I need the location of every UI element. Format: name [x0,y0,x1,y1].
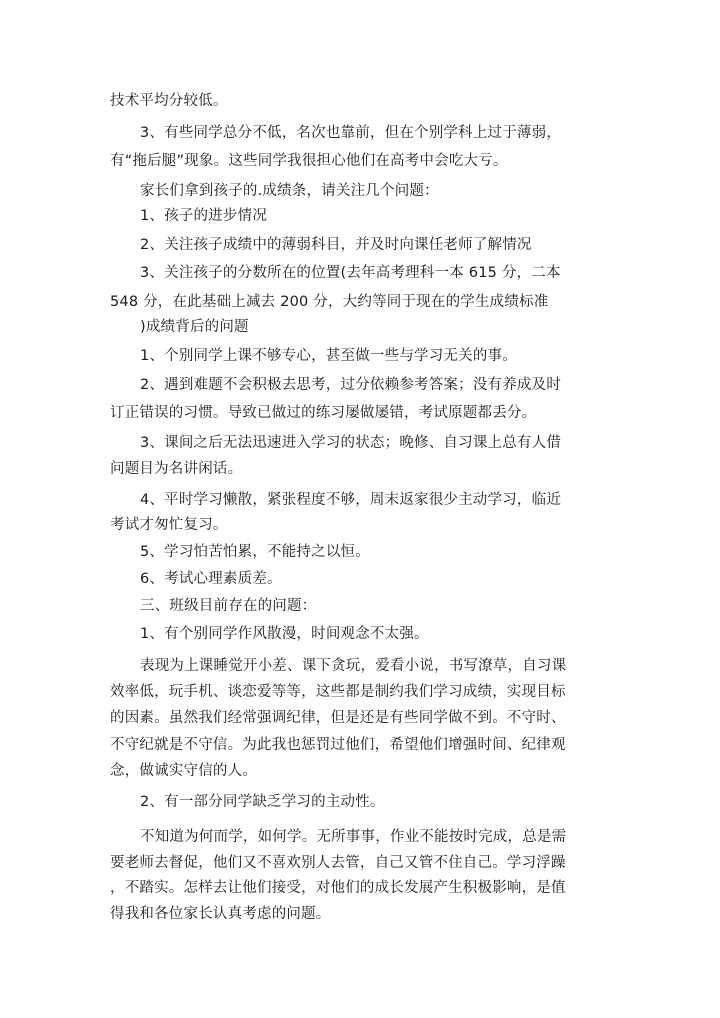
text-line: 3、课间之后无法迅速进入学习的状态；晚修、自习课上总有人借 [140,435,562,451]
text-line: 4、平时学习懒散，紧张程度不够，周末返家很少主动学习，临近 [140,492,562,508]
text-line: 要老师去督促，他们又不喜欢别人去管，自己又管不住自己。学习浮躁 [110,855,566,871]
text-line: 3、有些同学总分不低，名次也靠前，但在个别学科上过于薄弱， [140,125,562,141]
text-line: 1、有个别同学作风散漫，时间观念不太强。 [140,626,429,642]
text-line: 订正错误的习惯。导致已做过的练习屡做屡错，考试原题都丢分。 [110,405,537,421]
text-line: 2、关注孩子成绩中的薄弱科目，并及时向课任老师了解情况 [140,237,532,253]
text-line: 不守纪就是不守信。为此我也惩罚过他们，希望他们增强时间、纪律观 [110,737,566,753]
text-line: 三、班级目前存在的问题： [140,598,317,614]
text-line: 2、遇到难题不会积极去思考，过分依赖参考答案；没有养成及时 [140,377,562,393]
text-line: 的因素。虽然我们经常强调纪律，但是还是有些同学做不到。不守时、 [110,710,566,726]
text-line: 家长们拿到孩子的.成绩条，请关注几个问题： [140,183,439,199]
text-line: 不知道为何而学，如何学。无所事事，作业不能按时完成，总是需 [140,829,567,845]
text-line: 考试才匆忙复习。 [110,517,228,533]
text-line: 效率低，玩手机、谈恋爱等等，这些都是制约我们学习成绩，实现目标 [110,684,566,700]
text-line: 念，做诚实守信的人。 [110,763,257,779]
text-line: 548 分，在此基础上减去 200 分，大约等同于现在的学生成绩标准 [110,294,549,310]
text-line: ，不踏实。怎样去让他们接受，对他们的成长发展产生积极影响，是值 [110,880,566,896]
text-line: 5、学习怕苦怕累，不能持之以恒。 [140,544,370,560]
text-line: 1、个别同学上课不够专心，甚至做一些与学习无关的事。 [140,348,517,364]
text-line: )成绩背后的问题 [140,319,249,335]
text-line: 得我和各位家长认真考虑的问题。 [110,906,331,922]
text-line: 问题目为名讲闲话。 [110,461,243,477]
text-line: 1、孩子的进步情况 [140,208,268,224]
text-line: 技术平均分较低。 [110,93,228,109]
text-line: 2、有一部分同学缺乏学习的主动性。 [140,794,385,810]
text-line: 表现为上课睡觉开小差、课下贪玩，爱看小说，书写潦草，自习课 [140,658,567,674]
text-line: 6、考试心理素质差。 [140,571,282,587]
text-line: 3、关注孩子的分数所在的位置(去年高考理科一本 615 分，二本 [140,265,561,281]
text-line: 有“拖后腿”现象。这些同学我很担心他们在高考中会吃大亏。 [110,153,508,169]
